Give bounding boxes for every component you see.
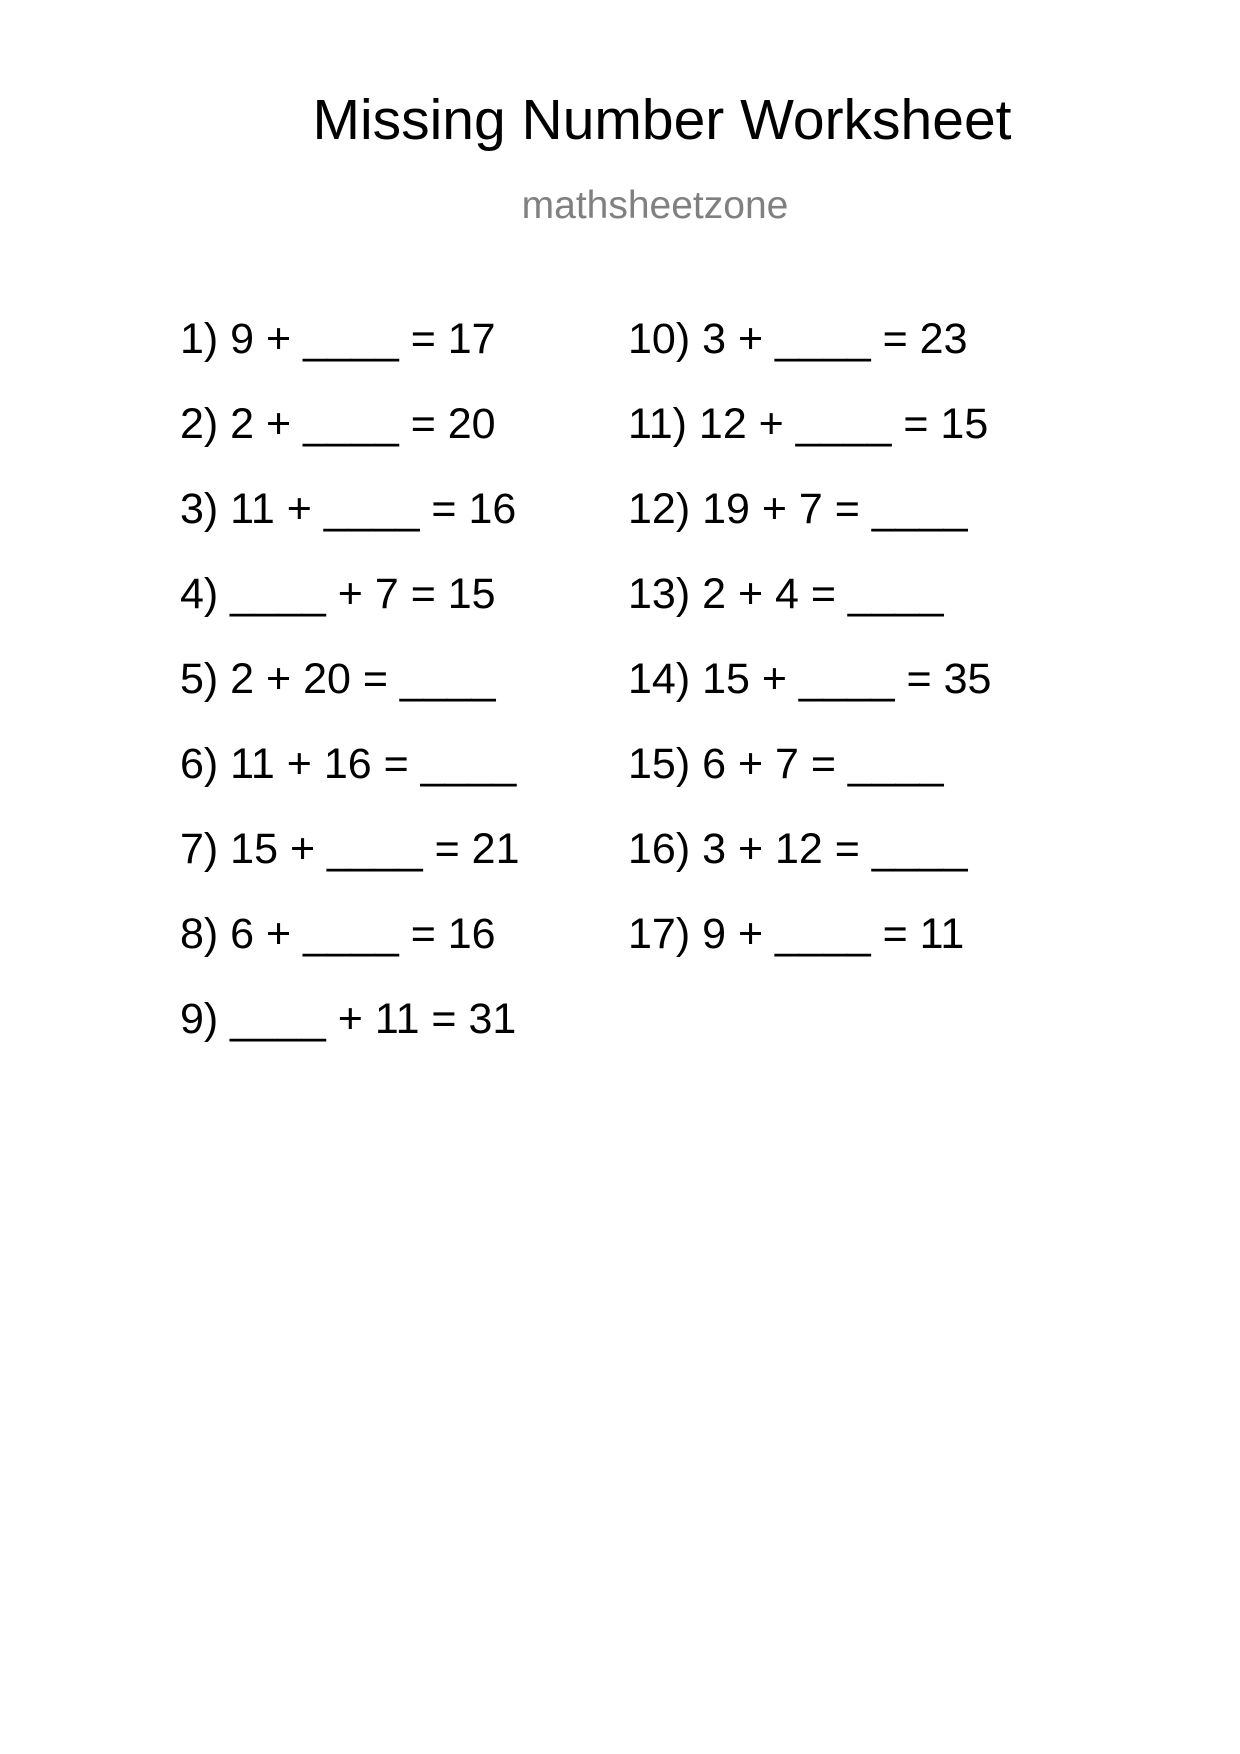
problem-16: 16) 3 + 12 = ____ bbox=[628, 825, 968, 873]
problem-3: 3) 11 + ____ = 16 bbox=[180, 485, 517, 533]
problem-13: 13) 2 + 4 = ____ bbox=[628, 570, 944, 618]
problem-5: 5) 2 + 20 = ____ bbox=[180, 655, 496, 703]
problem-9: 9) ____ + 11 = 31 bbox=[180, 995, 517, 1043]
problem-10: 10) 3 + ____ = 23 bbox=[628, 315, 968, 363]
problems-left-column bbox=[180, 316, 520, 1081]
problem-15: 15) 6 + 7 = ____ bbox=[628, 740, 944, 788]
worksheet-title: Missing Number Worksheet bbox=[312, 88, 1012, 152]
problem-4: 4) ____ + 7 = 15 bbox=[180, 570, 496, 618]
problem-7: 7) 15 + ____ = 21 bbox=[180, 825, 520, 873]
problems-right-column bbox=[628, 316, 991, 996]
problem-14: 14) 15 + ____ = 35 bbox=[628, 655, 992, 703]
problem-17: 17) 9 + ____ = 11 bbox=[628, 910, 965, 958]
problem-8: 8) 6 + ____ = 16 bbox=[180, 910, 496, 958]
problem-11: 11) 12 + ____ = 15 bbox=[628, 400, 989, 448]
problem-1: 1) 9 + ____ = 17 bbox=[180, 315, 496, 363]
problem-12: 12) 19 + 7 = ____ bbox=[628, 485, 968, 533]
problem-2: 2) 2 + ____ = 20 bbox=[180, 400, 496, 448]
worksheet-source: mathsheetzone bbox=[521, 184, 789, 227]
problem-6: 6) 11 + 16 = ____ bbox=[180, 740, 517, 788]
